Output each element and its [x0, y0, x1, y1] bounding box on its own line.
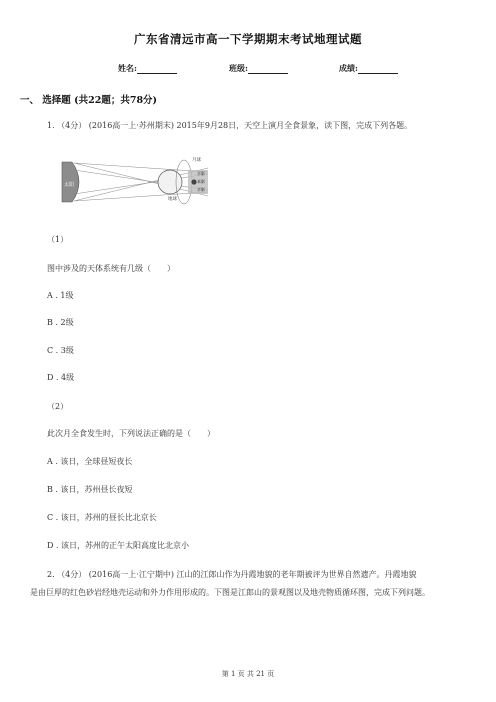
score-blank: [358, 65, 398, 74]
earth-shape: [158, 170, 182, 194]
penumbra-label-top: 半影: [197, 171, 205, 176]
option-1a[interactable]: A . 1级: [47, 291, 74, 300]
option-1d[interactable]: D . 4级: [47, 373, 75, 382]
option-1c[interactable]: C . 3级: [47, 346, 74, 355]
option-2d[interactable]: D . 该日，苏州的正午太阳高度比北京小: [47, 541, 190, 550]
option-2b[interactable]: B . 该日，苏州昼长夜短: [47, 485, 133, 494]
umbra-label: 本影: [197, 179, 205, 184]
light-rays: [74, 163, 208, 201]
sub-question-1-text: 图中涉及的天体系统有几级（ ）: [47, 264, 175, 273]
sub-question-1-number: （1）: [47, 235, 69, 244]
question-1-stem: 1. （4分） (2016高一上·苏州期末) 2015年9月28日，天空上演月全食景象，读下图，完成下列各题。: [47, 121, 413, 130]
sub-question-2-text: 此次月全食发生时，下列说法正确的是（ ）: [47, 429, 215, 438]
moon-label: 月球: [192, 158, 201, 163]
class-blank: [248, 65, 288, 74]
section-heading-choice: 一、 选择题 (共22题；共78分): [20, 95, 158, 106]
name-label: 姓名:: [118, 63, 137, 73]
question-2-line-2: 是由巨厚的红色砂岩经地壳运动和外力作用形成的。下图是江郎山的景观图以及地壳物质循环图，完成下列问题。: [30, 588, 430, 597]
option-1b[interactable]: B . 2级: [47, 318, 74, 327]
score-field[interactable]: [339, 63, 398, 74]
sun-label: 太阳: [64, 182, 75, 188]
score-label: 成绩:: [339, 63, 358, 73]
option-2c[interactable]: C . 该日，苏州的昼长比北京长: [47, 513, 157, 522]
student-info-row: [0, 63, 496, 75]
class-field[interactable]: [229, 63, 288, 74]
lunar-eclipse-diagram: [58, 150, 218, 212]
page-number-footer: 第 1 页 共 21 页: [221, 670, 275, 678]
penumbra-label-bottom: 半影: [197, 187, 205, 192]
exam-title: 广东省清远市高一下学期期末考试地理试题: [134, 32, 362, 46]
name-blank: [137, 65, 177, 74]
moon-shape: [191, 179, 196, 184]
option-2a[interactable]: A . 该日，全球昼短夜长: [47, 457, 133, 466]
sub-question-2-number: （2）: [47, 402, 69, 411]
question-2-line-1: 2. （4分） (2016高一上·江宁期中) 江山的江郎山作为丹霞地貌的老年期被评为世界自然遗产。丹霞地貌: [47, 570, 417, 579]
earth-label: 地球: [168, 197, 177, 202]
class-label: 班级:: [229, 63, 248, 73]
name-field[interactable]: [118, 63, 177, 74]
